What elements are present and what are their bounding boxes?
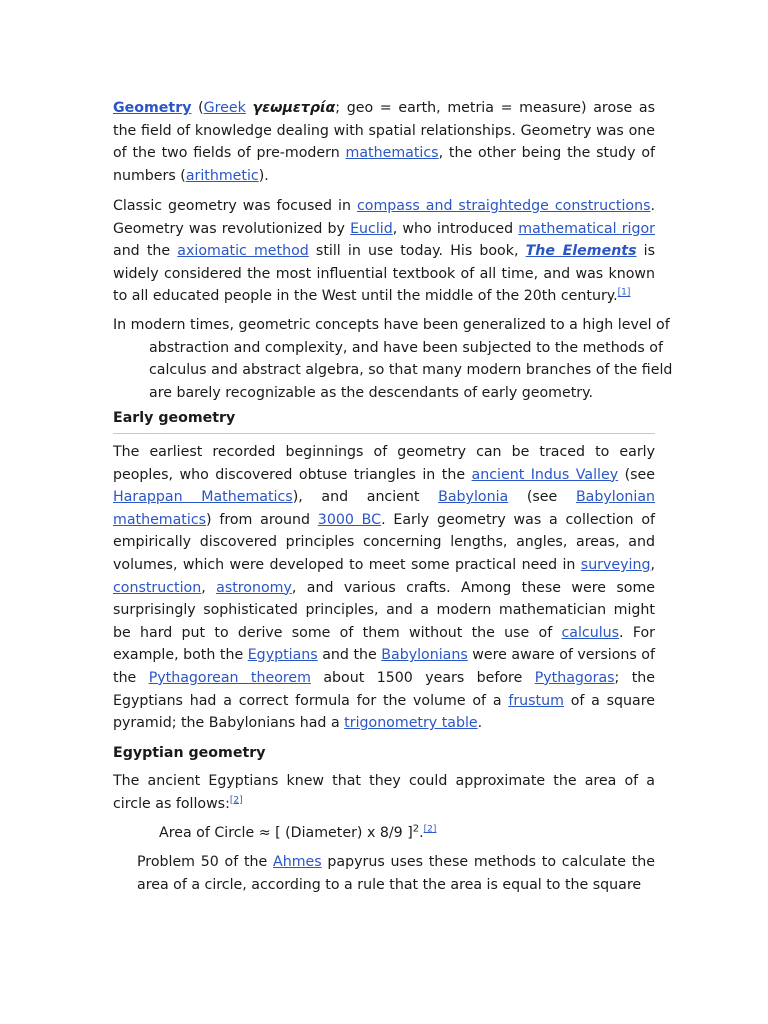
compass-link[interactable]: compass and straightedge constructions	[356, 198, 651, 214]
text: Problem 50 of the	[137, 854, 274, 870]
text: ), and ancient	[292, 489, 439, 506]
text: and the	[317, 647, 382, 664]
text: , who introduced	[392, 220, 519, 237]
text: ,	[201, 579, 217, 596]
text: (see	[508, 489, 576, 506]
text: Classic geometry was focused in	[113, 198, 357, 214]
trigonometry-table-link[interactable]: trigonometry table	[344, 715, 478, 732]
reference-1-link[interactable]: [1]	[617, 287, 631, 298]
pythagoras-link[interactable]: Pythagoras	[534, 669, 615, 686]
mathematical-rigor-link[interactable]: mathematical rigor	[518, 220, 655, 237]
text: ,	[650, 556, 655, 573]
reference-2b	[424, 824, 437, 834]
surveying-link[interactable]: surveying	[580, 556, 651, 573]
text: papyrus uses these methods to calculate the area of a circle, according to a rule that the area is equal to the square	[137, 854, 655, 893]
text: .	[419, 825, 424, 841]
text: . Geometry was revolutionized by	[113, 198, 656, 237]
astronomy-link[interactable]: astronomy	[216, 579, 292, 596]
text: . Early geometry was a collection of empirically discovered principles concerning lengths, angles, areas, and volumes, which were developed to meet some practical need in	[113, 511, 655, 573]
text: The earliest recorded beginnings of geometry can be traced to early peoples, who discovered obtuse triangles in the	[113, 444, 655, 483]
early-geometry-heading: Early geometry	[113, 410, 236, 426]
problem-paragraph	[137, 851, 655, 896]
babylonians-link[interactable]: Babylonians	[381, 647, 468, 664]
text: .	[477, 715, 483, 732]
text: ; geo = earth, metria = measure) arose as the field of knowledge dealing with spatial relationships. Geometry was one of the two fields of pre-modern	[113, 100, 656, 162]
arithmetic-link[interactable]: arithmetic	[185, 167, 259, 184]
mathematics-link[interactable]: mathematics	[345, 145, 439, 162]
text: . For example, both the	[113, 624, 655, 664]
the-elements-link[interactable]: The Elements	[525, 243, 637, 260]
euclid-link[interactable]: Euclid	[350, 220, 393, 237]
text: is widely considered the most influential textbook of all time, and was known to all educated people in the West until the middle of the 20th century.	[113, 243, 656, 305]
early-paragraph	[113, 441, 655, 735]
text: , and various crafts. Among these were some surprisingly sophisticated principles, and a modern mathematician might be hard put to derive some of them without the use of	[113, 579, 655, 641]
text: were aware of versions of the	[113, 647, 655, 686]
reference-2	[230, 795, 243, 805]
formula-exponent: 2	[412, 823, 420, 835]
frustum-link[interactable]: frustum	[508, 692, 564, 709]
text	[246, 100, 253, 116]
modern-paragraph: In modern times, geometric concepts have been generalized to a high level of abstraction and complexity, and have been subjected to the methods of calculus and abstract algebra, so that many modern branches of the field are barely recognizable as the descendants of early geometry.	[113, 317, 673, 401]
reference-2-link[interactable]: [2]	[229, 794, 243, 805]
indus-valley-link[interactable]: ancient Indus Valley	[471, 466, 619, 483]
egyptians-link[interactable]: Egyptians	[247, 647, 318, 664]
babylonian-mathematics-link[interactable]: Babylonian mathematics	[113, 489, 656, 528]
babylonia-link[interactable]: Babylonia	[438, 489, 509, 506]
text: , the other being the study of numbers (	[113, 145, 655, 184]
text: The ancient Egyptians knew that they could approximate the area of a circle as follows:	[113, 773, 655, 812]
text: still in use today. His book,	[308, 243, 526, 260]
text: ; the Egyptians had a correct formula for the volume of a	[113, 669, 655, 709]
text: about 1500 years before	[310, 669, 535, 686]
text: (	[191, 100, 204, 116]
3000-bc-link[interactable]: 3000 BC	[317, 511, 382, 528]
classic-paragraph	[113, 195, 655, 308]
calculus-link[interactable]: calculus	[561, 624, 620, 641]
harappan-mathematics-link[interactable]: Harappan Mathematics	[113, 489, 293, 506]
intro-paragraph	[113, 97, 655, 187]
text: ) from around	[206, 511, 318, 528]
egyptian-paragraph	[113, 770, 655, 815]
construction-link[interactable]: construction	[113, 579, 202, 596]
ahmes-link[interactable]: Ahmes	[273, 854, 322, 870]
text: and the	[113, 243, 178, 260]
text: of a square pyramid; the Babylonians had a	[113, 692, 655, 732]
egyptian-geometry-heading: Egyptian geometry	[113, 745, 266, 761]
area-formula	[159, 822, 436, 844]
text: (see	[618, 466, 655, 483]
formula-text: Area of Circle ≈ [ (Diameter) x 8/9 ]	[159, 825, 413, 841]
heading-divider	[113, 433, 655, 434]
geometry-link[interactable]: Geometry	[113, 100, 192, 116]
reference-1	[618, 288, 631, 298]
greek-link[interactable]: Greek	[203, 100, 246, 116]
text: ).	[258, 167, 269, 184]
axiomatic-method-link[interactable]: axiomatic method	[177, 243, 309, 260]
greek-word: γεωμετρία	[252, 100, 336, 116]
reference-2b-link[interactable]: [2]	[423, 824, 437, 835]
pythagorean-theorem-link[interactable]: Pythagorean theorem	[148, 669, 311, 686]
